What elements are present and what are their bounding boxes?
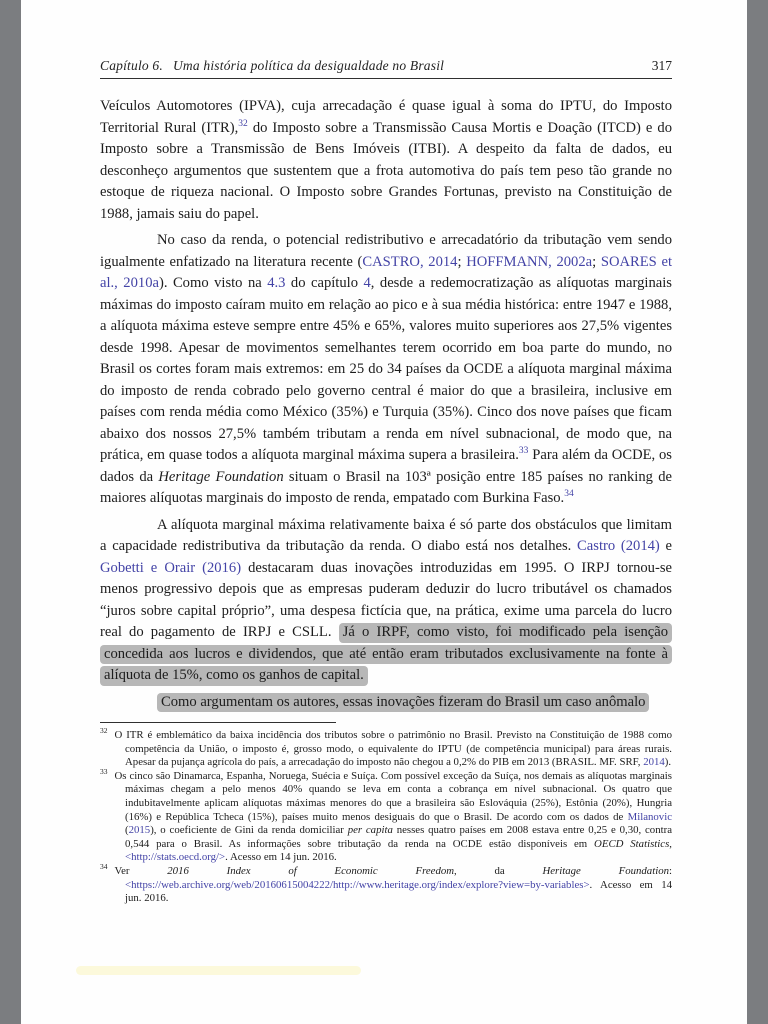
paragraph <box>100 96 672 225</box>
citation-link[interactable]: 2014 <box>643 756 665 769</box>
text-run: . Acesso em 14 jun. 2016. <box>225 851 337 864</box>
text-run: O ITR é emblemático da baixa incidência dos tributos sobre o patrimônio no Brasil. Previsto na Constituição de 1988 como competência da União, o imposto é, grosso modo, o equivalente do IPTU (de competência municipal) para áreas rurais. Apesar da pujança agrícola do país, a arrecadação do imposto não chegou a 0,2% do PIB em 2013 (BRASIL. MF. SRF, <box>114 729 672 769</box>
header-rule <box>100 78 672 79</box>
page-number: 317 <box>651 58 672 73</box>
paragraph <box>100 692 672 714</box>
text-run: e <box>659 538 672 554</box>
text-run: ; <box>457 253 467 270</box>
citation-link[interactable]: SOARES et al., 2010a <box>100 253 673 291</box>
highlighted-text: Já o IRPF, como visto, foi modificado pela isenção concedida aos lucros e dividendos, que até então eram tributados exclusivamente na fonte à alíquota de 15%, como os ganhos de capital. <box>100 623 672 686</box>
citation-link[interactable]: HOFFMANN, 2002a <box>466 253 593 270</box>
paragraph <box>100 515 672 687</box>
footnote-ref-link[interactable]: 34 <box>564 489 574 500</box>
text-run: Para além da OCDE, os dados da <box>100 447 672 485</box>
footnote <box>100 862 672 906</box>
text-run: No caso da renda, o potencial redistributivo e arrecadatório da tributação vem sendo igualmente enfatizado na literatura recente ( <box>100 232 672 270</box>
citation-link[interactable]: CASTRO, 2014 <box>362 253 458 270</box>
footnote-ref-link[interactable]: 33 <box>518 446 529 457</box>
citation-link[interactable]: Gobetti e Orair (2016) <box>100 559 242 576</box>
footnote-rule <box>100 722 336 723</box>
citation-link[interactable]: Milanovic <box>627 810 672 823</box>
body-paragraphs <box>100 96 672 713</box>
text-run: Ver <box>114 864 168 877</box>
italic-text: Heritage Foundation <box>542 864 669 877</box>
text-run: , desde a redemocratização as alíquotas marginais máximas do imposto caíram muito em relação ao pico e à sua média histórica: entre 1947 e 1988, a alíquota máxima esteve sempre entre 45% e 65%, valores muito superiores aos 27,5% vigentes desde 1998. Apesar de movimentos semelhantes terem ocorrido em boa parte do mundo, no Brasil os cortes foram mais extremos: em 25 do 34 países da OCDE a alíquota marginal máxima do imposto de renda cobrado pelo governo central é maior do que a brasileira, inclusive em países com renda média como México (35%) e Turquia (35%). Cinco dos nove países que ficam abaixo dos nossos 27,5% também tributam a renda em nível subnacional, de modo que, na prática, em quase todos a alíquota marginal máxima supera a brasileira. <box>100 275 672 463</box>
citation-link[interactable]: <http://stats.oecd.org/> <box>125 851 226 864</box>
footnote <box>100 767 672 865</box>
scan-edge-left <box>0 0 21 1024</box>
text-run: ). Como visto na <box>158 275 268 291</box>
citation-link[interactable]: 4 <box>363 275 371 291</box>
page-surface <box>21 0 747 1024</box>
text-run: ), o coeficiente de Gini da renda domiciliar <box>150 824 348 837</box>
chapter-title: Uma história política da desigualdade no Brasil <box>172 58 445 73</box>
text-run: nesses quatro países em 2008 estava entre 0,25 e 0,30, contra 0,544 para o Brasil. As informações sobre tributação da renda na OCDE estão disponíveis em <box>125 824 672 850</box>
footnote <box>100 726 672 770</box>
footnote-ref-link[interactable]: 32 <box>238 118 248 129</box>
italic-text: Heritage Foundation <box>158 468 284 485</box>
footnotes <box>100 726 672 906</box>
text-column <box>100 58 672 906</box>
highlighter-smudge <box>76 966 361 975</box>
footnote-marker: 33 <box>100 767 108 777</box>
paragraph <box>100 230 672 510</box>
footnote-marker: 34 <box>100 862 108 872</box>
text-run: destacaram duas inovações introduzidas em 1995. O IRPJ tornou-se menos progressivo depois que as empresas puderam deduzir do lucro tributável os chamados “juros sobre capital próprio”, uma despesa fictícia que, na prática, exime uma parcela do lucro real do pagamento de IRPJ e CSLL. <box>100 559 672 640</box>
citation-link[interactable]: 2015 <box>128 824 151 837</box>
italic-text: OECD Statistics <box>594 837 670 850</box>
text-run: , <box>669 837 672 850</box>
footnote-marker: 32 <box>100 726 108 736</box>
chapter-number: Capítulo 6. <box>100 58 163 73</box>
text-run: . Acesso em 14 jun. 2016. <box>125 878 672 905</box>
citation-link[interactable]: <https://web.archive.org/web/20160615004222/http://www.heritage.org/index/explore?view=by-variables> <box>125 878 590 891</box>
italic-text: per capita <box>347 824 393 837</box>
running-header <box>100 58 672 74</box>
text-run: Veículos Automotores (IPVA), cuja arrecadação é quase igual à soma do IPTU, do Imposto Territorial Rural (ITR), <box>100 98 672 136</box>
text-run: A alíquota marginal máxima relativamente baixa é só parte dos obstáculos que limitam a capacidade redistributiva da tributação da renda. O diabo está nos detalhes. <box>100 516 672 554</box>
text-run: do Imposto sobre a Transmissão Causa Mortis e Doação (ITCD) e do Imposto sobre a Transmissão de Bens Imóveis (ITBI). A despeito da falta de dados, eu desconheço argumentos que sustentem que a frota automotiva do país tem peso tão grande no estoque de riqueza nacional. O Imposto sobre Grandes Fortunas, previsto na Constituição de 1988, jamais saiu do papel. <box>100 119 672 222</box>
italic-text: 2016 Index of Economic Freedom <box>167 864 455 877</box>
highlighted-text: Como argumentam os autores, essas inovações fizeram do Brasil um caso anômalo <box>157 693 649 713</box>
text-run: do capítulo <box>285 275 364 291</box>
scan-edge-right <box>747 0 768 1024</box>
text-run: Os cinco são Dinamarca, Espanha, Noruega, Suécia e Suíça. Com possível exceção da Suíça, nos demais as alíquotas marginais máximas chegam a pelo menos 40% quando se leva em conta a cobrança em nível subnacional. Os quatro que indubitavelmente aplicam alíquotas máximas menores do que a brasileira são Eslováquia (25%), Estônia (20%), Hungria (16%) e República Tcheca (15%), países muito menos desiguais do que o Brasil. De acordo com os dados de <box>114 769 672 823</box>
text-run: ). <box>664 756 672 769</box>
text-run: ; <box>592 253 601 270</box>
citation-link[interactable]: 4.3 <box>267 275 286 291</box>
chapter-header <box>100 58 444 74</box>
text-run: , da <box>454 864 543 877</box>
citation-link[interactable]: Castro (2014) <box>577 538 660 554</box>
text-run: ( <box>125 824 129 837</box>
text-run: : <box>669 864 672 877</box>
text-run: situam o Brasil na 103ª posição entre 185 países no ranking de maiores alíquotas marginais do imposto de renda, empatado com Burkina Faso. <box>100 468 672 506</box>
